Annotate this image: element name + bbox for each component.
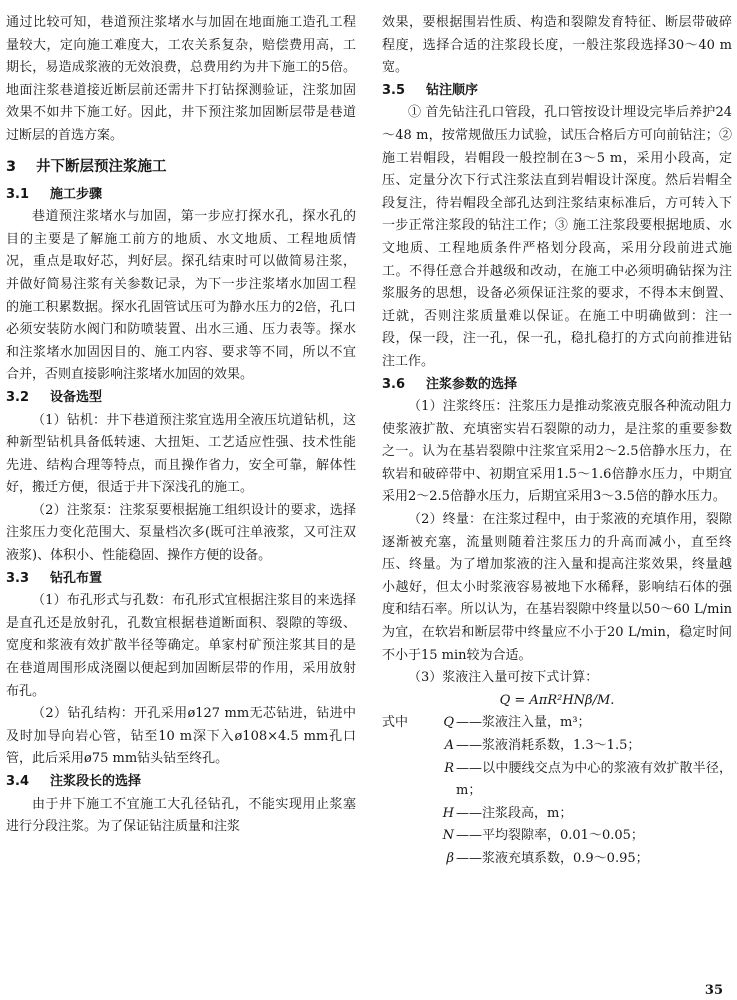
variable-symbol: H [442, 805, 454, 821]
variable-description: ——浆液注入量，m³； [456, 715, 591, 731]
paragraph-3-6-final-pressure: （1）注浆终压：注浆压力是推动浆液克服各种流动阻力使浆液扩散、充填密实岩石裂隙的动力，是注浆的重要参数之一。认为在基岩裂隙中注浆宜采用2～2.5倍静水压力，在软岩和破碎带中、初期宜采用1.5～1.6倍静水压力，中期宜采用2～2.5倍静水压力，后期宜采用3～3.5倍的静水压力。 [382, 399, 732, 505]
variable-list [382, 712, 732, 870]
variable-description: ——注浆段高，m； [456, 805, 573, 821]
variable-row [382, 848, 732, 871]
variable-symbol: N [442, 828, 454, 844]
section-title: 施工步骤 [50, 186, 103, 202]
section-number: 3.4 [6, 774, 30, 789]
variable-symbol: β [446, 850, 454, 866]
paragraph-3-6-injection: （3）浆液注入量可按下式计算： [408, 670, 599, 686]
right-column [382, 12, 732, 871]
paragraph-3-3-layout: （1）布孔形式与孔数：布孔形式宜根据注浆目的来选择是直孔还是放射孔，孔数宜根据巷道断面积、裂隙的等级、宽度和浆液有效扩散半径等确定。单家村矿预注浆其目的是在巷道周围形成浇圈以便起到加固断层带的作用，采用放射布孔。 [6, 593, 356, 699]
section-number: 3.1 [6, 186, 30, 202]
paragraph-3-5: ① 首先钻注孔口管段，孔口管按设计埋设完毕后养护24～48 m，按常规做压力试验，试压合格后方可向前钻注；② 施工岩帽段，岩帽段一般控制在3～5 m，采用小段高，定压、定量分次下行式注浆法直到岩帽设计深度。然后岩帽全段复注，待岩帽段全部孔达到注浆结束标准后，方可转入下一步正常注浆段的钻注工作；③ 施工注浆段要根据地质、水文地质、工程地质条件严格划分段高，采用分段前进式施工。不得任意合并越级和改动，在施工中必须明确钻探为注浆服务的思想，设备必须保证注浆的要求，不得本末倒置、迁就，否则注浆质量难以保证。在施工中明确做到：注一段，保一段，注一孔，保一孔，稳扎稳打的方式向前推进钻注工作。 [382, 105, 732, 369]
section-title: 井下断层预注浆施工 [36, 158, 167, 175]
variable-description: ——浆液消耗系数，1.3～1.5； [456, 738, 641, 753]
variable-description: ——以中腰线交点为中心的浆液有效扩散半径，m； [456, 760, 732, 799]
variable-description: ——平均裂隙率，0.01～0.05； [456, 828, 644, 844]
variable-row [382, 825, 732, 848]
variable-row [382, 758, 732, 803]
paragraph-3-3-structure: （2）钻孔结构：开孔采用ø127 mm无芯钻进，钻进中及时加导向岩心管，钻至10 m深下入ø108×4.5 mm孔口管，此后采用ø75 mm钻头钻至终孔。 [6, 706, 356, 767]
variable-symbol: R [444, 760, 454, 776]
variable-description: ——浆液充填系数，0.9～0.95； [456, 850, 649, 866]
section-title: 钻注顺序 [426, 82, 479, 98]
section-3-4-heading [6, 771, 356, 794]
variable-symbol: A [444, 738, 454, 753]
paragraph-3-4: 由于井下施工不宜施工大孔径钻孔，不能实现用止浆塞进行分段注浆。为了保证钻注质量和注浆 [6, 796, 356, 835]
variable-row [382, 803, 732, 826]
section-3-5-heading [382, 80, 732, 103]
paragraph-3-1: 巷道预注浆堵水与加固，第一步应打探水孔，探水孔的目的主要是了解施工前方的地质、水文地质、工程地质情况，重点是取好芯，判好层。探孔结束时可以做简易注浆，并做好简易注浆有关参数记录，为下一步注浆堵水加固工程的施工积累数据。探水孔固管试压可为静水压力的2倍，孔口必须安装防水阀门和防喷装置、出水三通、压力表等。探水和注浆堵水加固因目的、施工内容、要求等不同，所以不宜合并，否则直接影响注浆堵水加固的效果。 [6, 209, 356, 383]
section-number: 3 [6, 158, 17, 175]
section-title: 设备选型 [50, 389, 103, 405]
section-3-3-heading [6, 568, 356, 591]
section-3-6-heading [382, 374, 732, 397]
section-number: 3.2 [6, 389, 30, 405]
section-3-1-heading [6, 184, 356, 207]
paragraph-3-6-final-volume: （2）终量：在注浆过程中，由于浆液的充填作用，裂隙逐渐被充塞，流量则随着注浆压力的升高而减小，直至终压、终量。为了增加浆液的注入量和提高注浆效果，终量越小越好，但太小时浆液容易被地下水稀释，影响结石体的强度和结石率。所以认为，在基岩裂隙中终量以50～60 L/min为宜，在软岩和断层带中终量应不小于20 L/min，稳定时间不小于15 min较为合适。 [382, 512, 732, 663]
paragraph-3-2-pump: （2）注浆泵：注浆泵要根据施工组织设计的要求，选择注浆压力变化范围大、泵量档次多(既可注单液浆，又可注双液浆)、体积小、性能稳固、操作方便的设备。 [6, 502, 356, 564]
formula-where-label: 式中 [382, 715, 409, 731]
section-title: 注浆参数的选择 [426, 376, 518, 392]
section-3-2-heading [6, 387, 356, 410]
paragraph-3-2-drill: （1）钻机：井下巷道预注浆宜选用全液压坑道钻机，这种新型钻机具备低转速、大扭矩、工艺适应性强、技术性能先进、结构合理等特点，而且操作省力，安全可靠，解体性好，搬迁方便，很适于井下深浅孔的施工。 [6, 412, 356, 496]
paragraph-3-4-continued: 效果，要根据围岩性质、构造和裂隙发育特征、断层带破碎程度，选择合适的注浆段长度，一般注浆段选择30～40 m宽。 [382, 15, 732, 76]
section-title: 钻孔布置 [50, 570, 103, 586]
injection-formula: Q = AπR²HNβ/M. [499, 692, 615, 708]
variable-symbol: Q [443, 715, 454, 731]
variable-row [382, 735, 732, 758]
section-number: 3.5 [382, 82, 406, 98]
section-number: 3.3 [6, 570, 30, 586]
intro-paragraph: 通过比较可知，巷道预注浆堵水与加固在地面施工造孔工程量较大，定向施工难度大，工农关系复杂，赔偿费用高，工期长，易造成浆液的无效浪费，总费用约为井下施工的5倍。地面注浆巷道接近断层前还需井下打钻探测验证，注浆加固效果不如井下施工好。因此，井下预注浆加固断层带是巷道过断层的首选方案。 [6, 15, 356, 143]
left-column [6, 12, 356, 839]
section-title: 注浆段长的选择 [50, 774, 142, 789]
section-number: 3.6 [382, 376, 406, 392]
section-3-heading [6, 156, 356, 178]
variable-row [382, 712, 732, 735]
page-number: 35 [704, 983, 723, 998]
